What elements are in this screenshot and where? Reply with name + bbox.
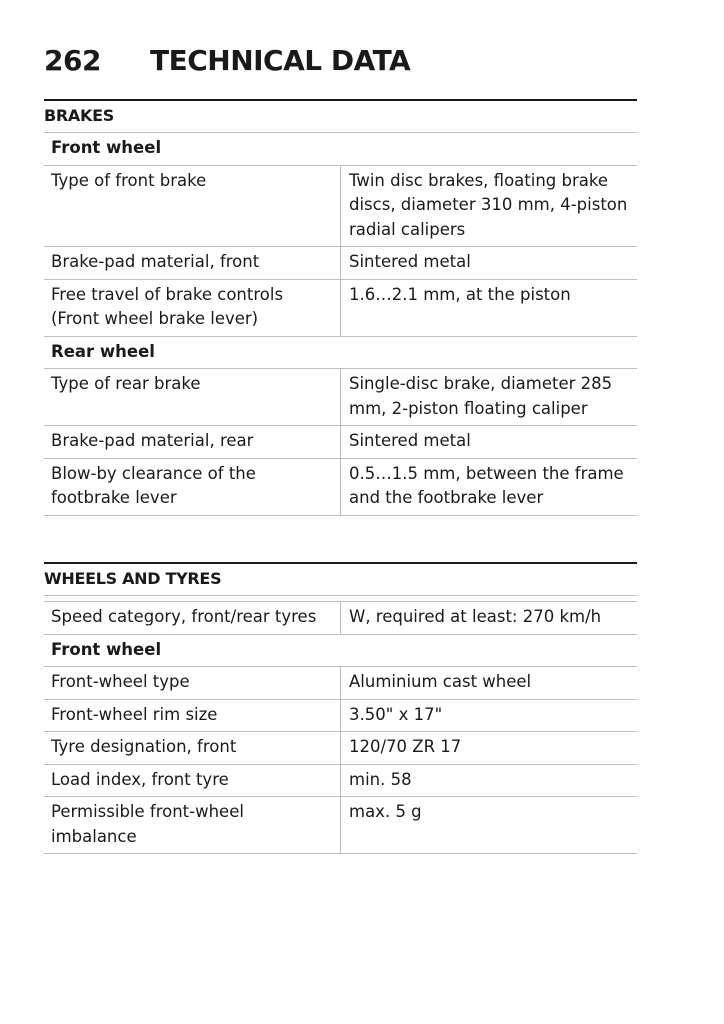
row-label: Blow-by clearance of the footbrake lever [44, 458, 341, 515]
table-row [44, 732, 637, 765]
wheels-section [44, 562, 637, 854]
row-value: min. 58 [341, 764, 638, 797]
subheading-rear-wheel: Rear wheel [44, 336, 637, 369]
subheading-row [44, 634, 637, 667]
brakes-table [44, 133, 637, 516]
page-number: 262 [44, 44, 101, 77]
subheading-front-wheel: Front wheel [44, 133, 637, 165]
section-title-wheels: WHEELS AND TYRES [44, 562, 637, 596]
section-title-brakes: BRAKES [44, 99, 637, 133]
row-label: Free travel of brake controls (Front wheel brake lever) [44, 279, 341, 336]
row-label: Type of rear brake [44, 369, 341, 426]
row-label: Type of front brake [44, 165, 341, 247]
subheading-row [44, 336, 637, 369]
table-row [44, 247, 637, 280]
row-label: Load index, front tyre [44, 764, 341, 797]
table-row [44, 426, 637, 459]
table-row [44, 667, 637, 700]
table-row [44, 699, 637, 732]
subheading-row [44, 133, 637, 165]
wheels-table [44, 601, 637, 854]
row-label: Speed category, front/rear tyres [44, 602, 341, 635]
table-row [44, 165, 637, 247]
table-row [44, 602, 637, 635]
row-value: Sintered metal [341, 247, 638, 280]
table-row [44, 797, 637, 854]
row-value: max. 5 g [341, 797, 638, 854]
brakes-section [44, 99, 637, 516]
row-value: 1.6…2.1 mm, at the piston [341, 279, 638, 336]
row-value: Sintered metal [341, 426, 638, 459]
row-value: 0.5…1.5 mm, between the frame and the footbrake lever [341, 458, 638, 515]
row-label: Brake-pad material, rear [44, 426, 341, 459]
row-value: Single-disc brake, diameter 285 mm, 2-piston floating caliper [341, 369, 638, 426]
row-label: Tyre designation, front [44, 732, 341, 765]
row-value: 3.50" x 17" [341, 699, 638, 732]
row-value: Aluminium cast wheel [341, 667, 638, 700]
row-value: W, required at least: 270 km/h [341, 602, 638, 635]
table-row [44, 764, 637, 797]
page-header [44, 44, 410, 77]
page-title: TECHNICAL DATA [150, 44, 411, 77]
table-row [44, 279, 637, 336]
row-value: Twin disc brakes, floating brake discs, diameter 310 mm, 4-piston radial calipers [341, 165, 638, 247]
row-value: 120/70 ZR 17 [341, 732, 638, 765]
row-label: Front-wheel type [44, 667, 341, 700]
row-label: Front-wheel rim size [44, 699, 341, 732]
row-label: Permissible front-wheel imbalance [44, 797, 341, 854]
table-row [44, 369, 637, 426]
row-label: Brake-pad material, front [44, 247, 341, 280]
table-row [44, 458, 637, 515]
subheading-front-wheel: Front wheel [44, 634, 637, 667]
